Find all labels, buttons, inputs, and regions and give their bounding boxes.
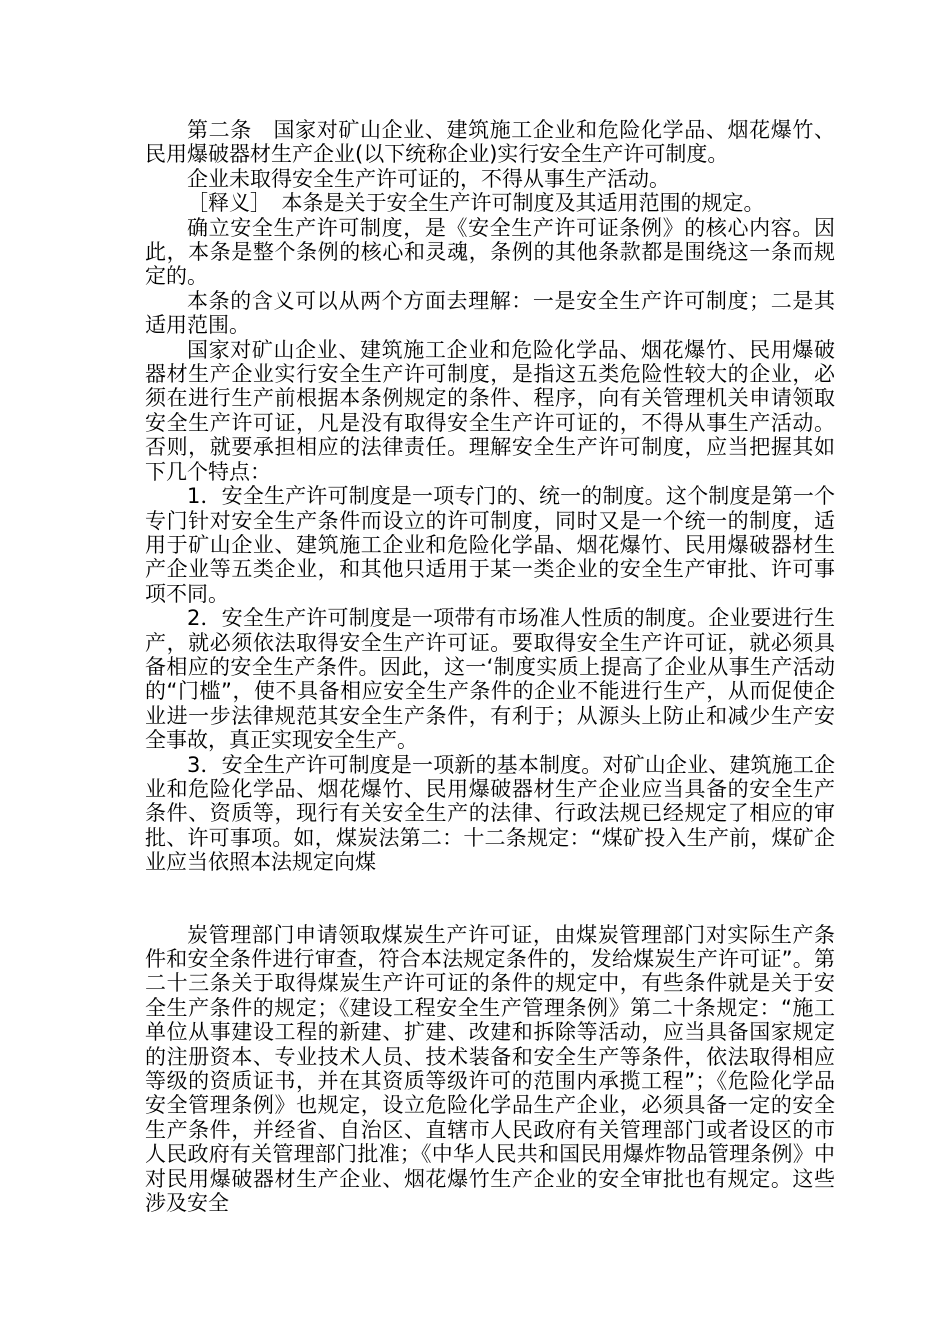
section-part2	[145, 923, 835, 1216]
paragraph-core-content: 确立安全生产许可制度，是《安全生产许可证条例》的核心内容。因此，本条是整个条例的核心和灵魂，条例的其他条款都是围绕这一条而规定的。	[145, 215, 835, 289]
paragraph-no-license: 企业未取得安全生产许可证的，不得从事生产活动。	[187, 166, 670, 191]
paragraph-five-industries: 国家对矿山企业、建筑施工企业和危险化学品、烟花爆竹、民用爆破器材生产企业实行安全生产许可制度，是指这五类危险性较大的企业，必须在进行生产前根据本条例规定的条件、程序，向有关管理机关申请领取安全生产许可证，凡是没有取得安全生产许可证的，不得从事生产活动。否则，就要承担相应的法律责任。理解安全生产许可制度，应当把握其如下几个特点：	[145, 337, 835, 484]
paragraph-continuation: 炭管理部门申请领取煤炭生产许可证，由煤炭管理部门对实际生产条件和安全条件进行审查，符合本法规定条件的，发给煤炭生产许可证”。第二十三条关于取得煤炭生产许可证的条件的规定中，有些条件就是关于安全生产条件的规定；《建设工程安全生产管理条例》第二十条规定：“施工单位从事建设工程的新建、扩建、改建和拆除等活动，应当具备国家规定的注册资本、专业技术人员、技术装备和安全生产等条件，依法取得相应等级的资质证书，并在其资质等级许可的范围内承揽工程”；《危险化学品安全管理条例》也规定，设立危险化学品生产企业，必须具备一定的安全生产条件，并经省、自治区、直辖市人民政府有关管理部门或者设区的市人民政府有关管理部门批准；《中华人民共和国民用爆炸物品管理条例》中对民用爆破器材生产企业、烟花爆竹生产企业的安全审批也有规定。这些涉及安全	[145, 922, 835, 1216]
document-body	[145, 118, 835, 1215]
paragraph-interpretation: ［释义］ 本条是关于安全生产许可制度及其适用范围的规定。	[187, 191, 765, 216]
section-part1	[145, 118, 835, 875]
paragraph-feature-1: 1．安全生产许可制度是一项专门的、统一的制度。这个制度是第一个专门针对安全生产条件而设立的许可制度，同时又是一个统一的制度，适用于矿山企业、建筑施工企业和危险化学晶、烟花爆竹、民用爆破器材生产企业等五类企业，和其他只适用于某一类企业的安全生产审批、许可事项不同。	[145, 484, 835, 606]
paragraph-feature-2: 2．安全生产许可制度是一项带有市场准人性质的制度。企业要进行生产，就必须依法取得安全生产许可证。要取得安全生产许可证，就必须具备相应的安全生产条件。因此，这一‘制度实质上提高了企业从事生产活动的“门槛”，使不具备相应安全生产条件的企业不能进行生产，从而促使企业进一步法律规范其安全生产条件，有利于；从源头上防止和减少生产安全事故，真正实现安全生产。	[145, 606, 835, 753]
paragraph-article-2: 第二条 国家对矿山企业、建筑施工企业和危险化学品、烟花爆竹、民用爆破器材生产企业(以下统称企业)实行安全生产许可制度。	[145, 118, 835, 167]
paragraph-feature-3: 3．安全生产许可制度是一项新的基本制度。对矿山企业、建筑施工企业和危险化学品、烟花爆竹、民用爆破器材生产企业应当具备的安全生产条件、资质等，现行有关安全生产的法律、行政法规已经规定了相应的审批、许可事项。如，煤炭法第二：十二条规定：“煤矿投入生产前，煤矿企业应当依照本法规定向煤	[145, 752, 835, 875]
page-break-gap	[145, 875, 835, 923]
paragraph-two-aspects: 本条的含义可以从两个方面去理解：一是安全生产许可制度；二是其适用范围。	[145, 288, 835, 338]
